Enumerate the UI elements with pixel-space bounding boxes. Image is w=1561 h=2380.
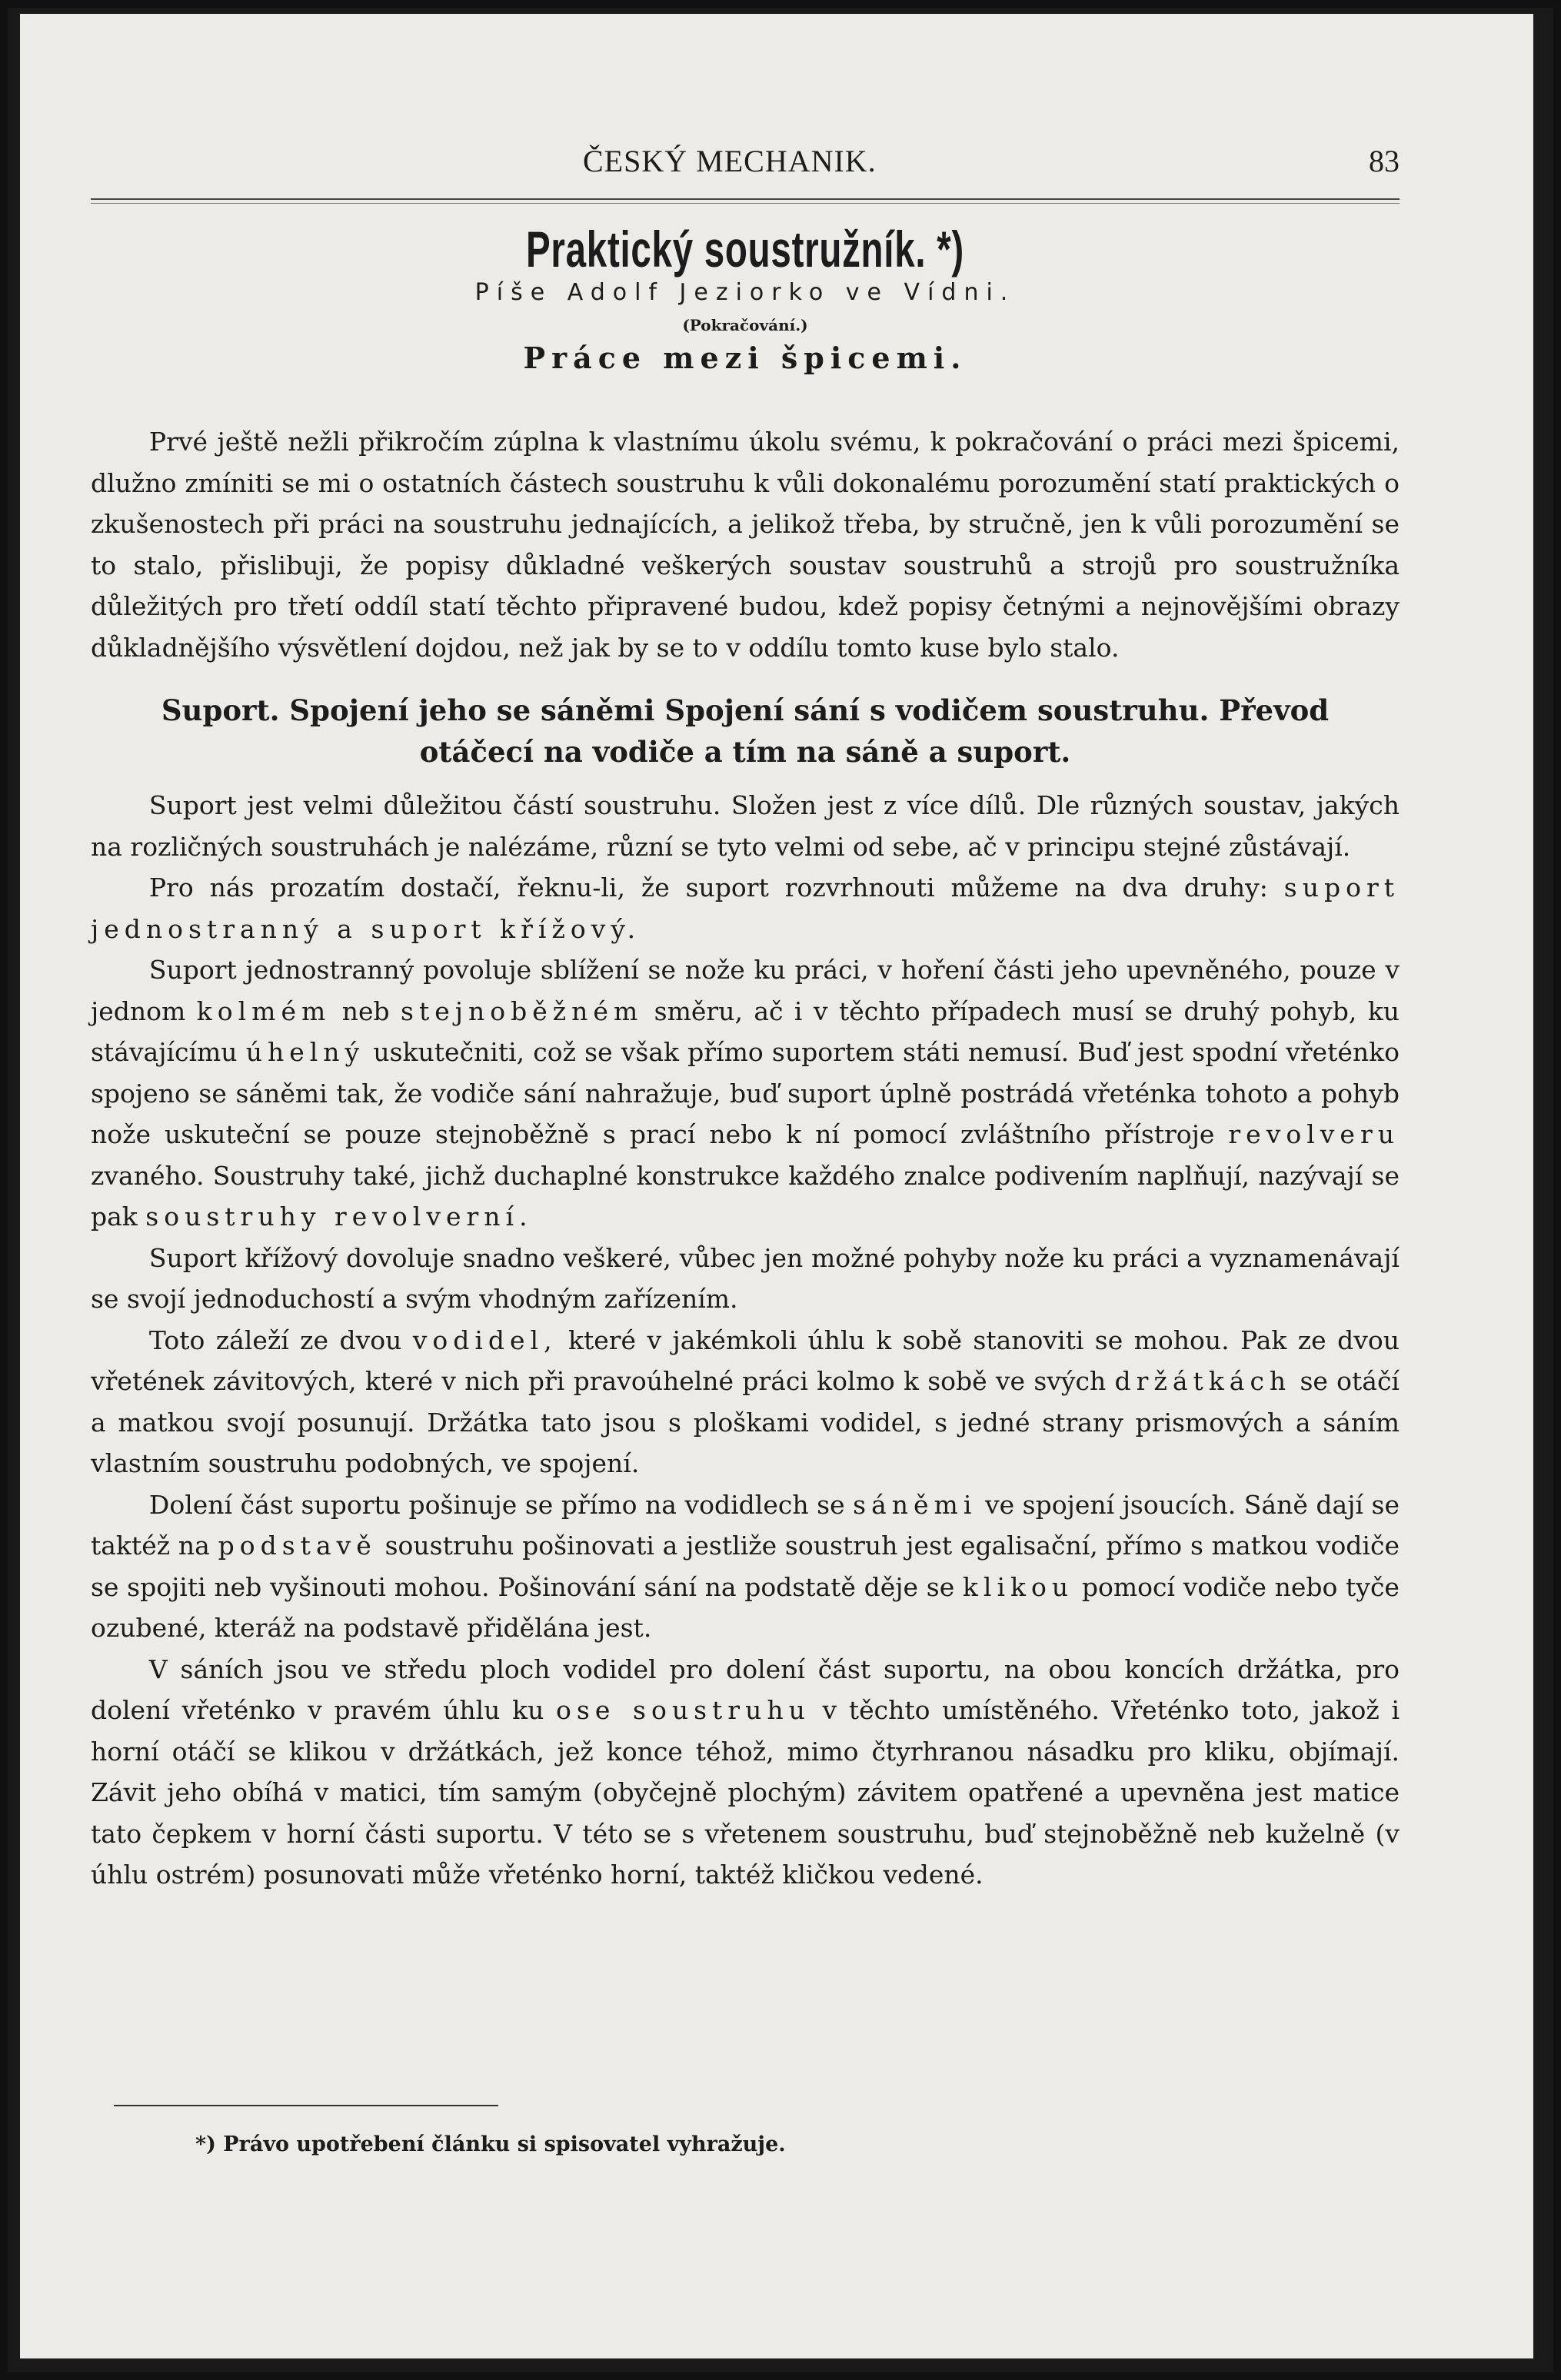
page bbox=[20, 14, 1533, 2358]
p4-kolmem: kolmém bbox=[196, 996, 331, 1026]
paragraph-3-spaced: suport jednostranný a suport křížový. bbox=[91, 873, 1400, 944]
paragraph-4 bbox=[91, 949, 1400, 1238]
p8-b: v těchto umístěného. Vřeténko toto, jakož i horní otáčí se klikou v držátkách, jež konce téhož, mimo čtyrhranou násadku pro kliku, objímají. Závit jeho obíhá v matici, tím samým (obyčejně plochým) závitem opatřené a upevněna jest matice tato čepkem v horní části suportu. V této se s vřetenem soustruhu, buď stejnoběžně neb kuželně (v úhlu ostrém) posunovati může vřeténko horní, taktéž kličkou vedené. bbox=[91, 1695, 1400, 1890]
byline: Píše Adolf Jeziorko ve Vídni. bbox=[474, 279, 1016, 307]
p6-drzatkach: držátkách bbox=[1114, 1366, 1292, 1396]
p4-c: směru, ač i v těchto případech musí se druhý pohyb, ku stávajícímu bbox=[91, 996, 1400, 1067]
p4-stejnobeznem: stejnoběžném bbox=[401, 996, 644, 1026]
p4-revolverni: soustruhy revolverní. bbox=[145, 1202, 533, 1232]
body-text bbox=[91, 421, 1400, 1896]
p4-d: uskutečniti, což se však přímo suportem státi nemusí. Buď jest spodní vřeténko spojeno se sáněmi tak, že vodiče sání nahražuje, buď suport úplně postrádá vřeténka tohoto a pohyb nože uskuteční se pouze stejnoběžně s prací nebo k ní pomocí zvláštního přístroje bbox=[91, 1037, 1400, 1149]
p4-a: Suport jednostranný povoluje sblížení se nože ku práci, v hoření části jeho upevněného, pouze v jednom bbox=[91, 955, 1400, 1026]
p4-b: neb bbox=[341, 996, 390, 1026]
p6-a: Toto záleží ze dvou bbox=[148, 1325, 402, 1355]
paragraph-8 bbox=[91, 1649, 1400, 1896]
p4-uhelny: úhelný bbox=[245, 1037, 365, 1067]
paragraph-1: Prvé ještě nežli přikročím zúplna k vlastnímu úkolu svému, k pokračování o práci mezi špicemi, dlužno zmíniti se mi o ostatních částech soustruhu k vůli dokonalému porozumění statí praktických o zkušenostech při práci na soustruhu jednajících, a jelikož třeba, by stručně, jen k vůli porozumění se to stalo, přislibuji, že popisy důkladné veškerých soustav soustruhů a strojů pro soustružníka důležitých pro třetí oddíl statí těchto připravené budou, kdež popisy četnými a nejnovějšími obrazy důkladnějšího výsvětlení dojdou, než jak by se to v oddílu tomto kuse bylo stalo. bbox=[91, 427, 1400, 663]
p7-sanemi: sáněmi bbox=[853, 1489, 977, 1520]
p6-vodidel: vodidel, bbox=[412, 1325, 558, 1355]
footnote-rule bbox=[114, 2105, 498, 2106]
page-header bbox=[91, 143, 1400, 189]
p4-revolveru: revolveru bbox=[1228, 1119, 1400, 1149]
paragraph-3 bbox=[91, 867, 1400, 949]
p8-ose-soustruhu: ose soustruhu bbox=[556, 1695, 810, 1725]
subsection-heading-line-1: Suport. Spojení jeho se sáněmi Spojení sání s vodičem soustruhu. Převod bbox=[161, 693, 1330, 727]
p6-b: které v jakémkoli úhlu k sobě stanoviti se mohou. Pak ze dvou vřetének závitových, které v nich při pravoúhelné práci kolmo k sobě ve svých bbox=[91, 1325, 1400, 1396]
paragraph-7 bbox=[91, 1484, 1400, 1649]
paragraph-3-text: Pro nás prozatím dostačí, řeknu-li, že suport rozvrhnouti můžeme na dva druhy: bbox=[148, 873, 1268, 902]
article-title: Praktický soustružník. *) bbox=[526, 221, 964, 278]
paragraph-5: Suport křížový dovoluje snadno veškeré, vůbec jen možné pohyby nože ku práci a vyznamenávají se svojí jednoduchostí a svým vhodným zařízením. bbox=[91, 1242, 1400, 1314]
paragraph-6 bbox=[91, 1320, 1400, 1484]
p7-a: Dolení část suportu pošinuje se přímo na vodidlech se bbox=[148, 1489, 845, 1520]
p7-c: soustruhu pošinovati a jestliže soustruh jest egalisační, přímo s matkou vodiče se spojiti neb vyšinouti mohou. Pošinování sání na podstatě děje se bbox=[91, 1531, 1400, 1602]
page-number: 83 bbox=[1369, 144, 1400, 178]
p7-podstave: podstavě bbox=[218, 1531, 377, 1561]
continuation-note: (Pokračování.) bbox=[682, 316, 808, 335]
paragraph-2: Suport jest velmi důležitou částí soustruhu. Složen jest z více dílů. Dle různých soustav, jakých na rozličných soustruhách je nalézáme, různí se tyto velmi od sebe, ač v principu stejné zůstávají. bbox=[91, 790, 1400, 862]
header-rule bbox=[91, 198, 1400, 200]
footnote: *) Právo upotřebení článku si spisovatel vyhražuje. bbox=[195, 2132, 786, 2156]
article-heading bbox=[91, 223, 1400, 375]
section-title: Práce mezi špicemi. bbox=[523, 341, 967, 376]
p6-c: se otáčí a matkou svojí posunují. Držátka tato jsou s ploškami vodidel, s jedné strany prismových a sáním vlastním soustruhu podobných, ve spojení. bbox=[91, 1366, 1400, 1478]
p4-e: zvaného. Soustruhy také, jichž duchaplné konstrukce každého znalce podivením naplňují, nazývají se pak bbox=[91, 1160, 1400, 1232]
header-rule-thin bbox=[91, 203, 1400, 204]
subsection-heading-line-2: otáčecí na vodiče a tím na sáně a suport. bbox=[419, 735, 1071, 769]
p7-b: ve spojení jsoucích. Sáně dají se taktéž na bbox=[91, 1489, 1400, 1561]
p7-klikou: klikou bbox=[962, 1571, 1074, 1602]
subsection-heading bbox=[91, 690, 1400, 773]
p7-d: pomocí vodiče nebo tyče ozubené, kteráž na podstavě přidělána jest. bbox=[91, 1571, 1400, 1643]
p8-a: V sáních jsou ve středu ploch vodidel pro dolení část suportu, na obou koncích držátka, pro dolení vřeténko v pravém úhlu ku bbox=[91, 1654, 1400, 1725]
running-title: ČESKÝ MECHANIK. bbox=[583, 144, 877, 178]
